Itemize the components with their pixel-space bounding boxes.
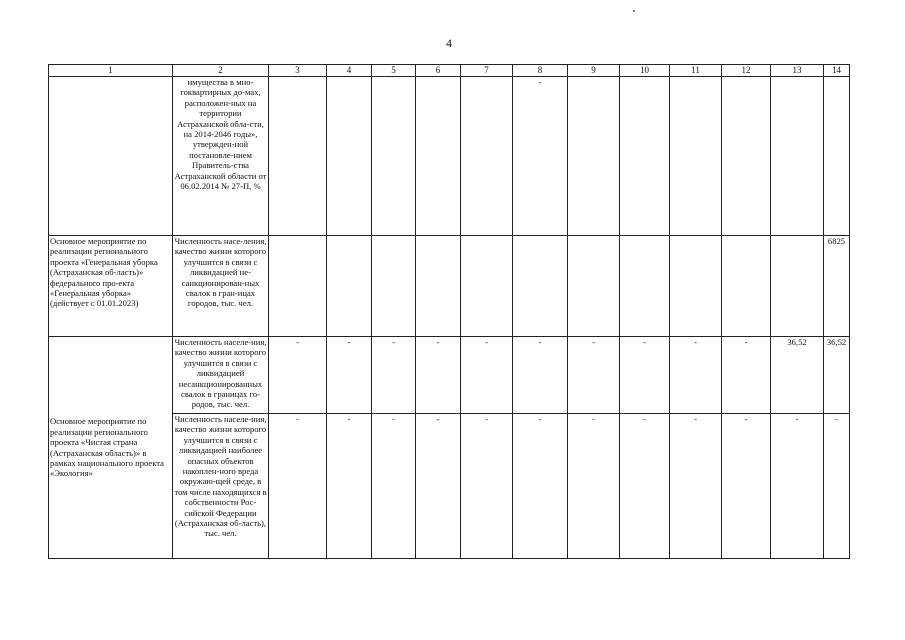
value-cell: 36,52 bbox=[824, 337, 850, 414]
value-cell bbox=[372, 77, 416, 236]
value-cell bbox=[513, 236, 568, 337]
value-cell bbox=[416, 236, 461, 337]
col-header: 10 bbox=[620, 65, 670, 77]
col-header: 7 bbox=[461, 65, 513, 77]
value-cell: - bbox=[461, 414, 513, 559]
value-cell: - bbox=[670, 337, 722, 414]
col-header: 5 bbox=[372, 65, 416, 77]
indicator-cell: имущества в мно-гоквартирных до-мах, расположен-ных на территории Астраханской обла-сти, на 2014-2046 годы», утвержден-ной постановле-нием Правитель-ства Астраханской области от 06.02.2014 № 27-П, % bbox=[173, 77, 269, 236]
value-cell bbox=[269, 77, 327, 236]
value-cell: - bbox=[372, 337, 416, 414]
measure-cell: Основное мероприятие по реализации регионального проекта «Чистая страна (Астраханская область)» в рамках национального проекта «Экология» bbox=[49, 337, 173, 559]
measure-cell: Основное мероприятие по реализации регионального проекта «Генеральная уборка (Астраханская об-ласть)» федерального про-екта «Генеральная уборка» (действует с 01.01.2023) bbox=[49, 236, 173, 337]
indicator-cell: Численность населе-ния, качество жизни которого улучшится в связи с ликвидацией несанкционированных свалок в границах го-родов, тыс. чел. bbox=[173, 337, 269, 414]
indicator-cell: Численность насе-ления, качество жизни которого улучшится в связи с ликвидацией не-санкционирован-ных свалок в гран-ицах городов, тыс. чел. bbox=[173, 236, 269, 337]
value-cell bbox=[722, 77, 771, 236]
value-cell: - bbox=[269, 337, 327, 414]
value-cell bbox=[670, 236, 722, 337]
value-cell: 36,52 bbox=[771, 337, 824, 414]
value-cell: - bbox=[327, 337, 372, 414]
measures-table bbox=[48, 64, 850, 559]
value-cell: - bbox=[461, 337, 513, 414]
value-cell: - bbox=[372, 414, 416, 559]
col-header: 6 bbox=[416, 65, 461, 77]
value-cell: - bbox=[824, 414, 850, 559]
value-cell: - bbox=[670, 414, 722, 559]
value-cell bbox=[771, 77, 824, 236]
value-cell bbox=[722, 236, 771, 337]
value-cell bbox=[568, 236, 620, 337]
scan-speck bbox=[633, 10, 635, 12]
value-cell: - bbox=[416, 414, 461, 559]
col-header: 3 bbox=[269, 65, 327, 77]
page-number: 4 bbox=[446, 36, 452, 50]
value-cell: - bbox=[620, 337, 670, 414]
value-cell bbox=[416, 77, 461, 236]
value-cell: - bbox=[568, 337, 620, 414]
col-header: 2 bbox=[173, 65, 269, 77]
col-header: 8 bbox=[513, 65, 568, 77]
value-cell bbox=[670, 77, 722, 236]
value-cell: - bbox=[513, 414, 568, 559]
value-cell: - bbox=[722, 414, 771, 559]
value-cell bbox=[372, 236, 416, 337]
value-cell: - bbox=[620, 414, 670, 559]
indicator-cell: Численность населе-ния, качество жизни которого улучшится в связи с ликвидацией наиболее опасных объектов накоплен-ного вреда окружаю-щей среде, в том числе находящихся в собственности Рос-сийской Федерации (Астраханская об-ласть), тыс. чел. bbox=[173, 414, 269, 559]
value-cell: - bbox=[513, 77, 568, 236]
value-cell: - bbox=[269, 414, 327, 559]
value-cell bbox=[620, 77, 670, 236]
col-header: 14 bbox=[824, 65, 850, 77]
col-header: 9 bbox=[568, 65, 620, 77]
value-cell bbox=[568, 77, 620, 236]
value-cell bbox=[461, 77, 513, 236]
col-header: 4 bbox=[327, 65, 372, 77]
value-cell: - bbox=[722, 337, 771, 414]
value-cell: - bbox=[771, 414, 824, 559]
value-cell bbox=[327, 77, 372, 236]
table-row bbox=[49, 77, 850, 236]
col-header: 12 bbox=[722, 65, 771, 77]
value-cell bbox=[771, 236, 824, 337]
table-row bbox=[49, 337, 850, 414]
col-header: 11 bbox=[670, 65, 722, 77]
value-cell bbox=[620, 236, 670, 337]
value-cell: - bbox=[513, 337, 568, 414]
table-row bbox=[49, 236, 850, 337]
header-row bbox=[49, 65, 850, 77]
col-header: 13 bbox=[771, 65, 824, 77]
col-header: 1 bbox=[49, 65, 173, 77]
value-cell: - bbox=[416, 337, 461, 414]
value-cell: 6825 bbox=[824, 236, 850, 337]
value-cell bbox=[269, 236, 327, 337]
measure-cell bbox=[49, 77, 173, 236]
value-cell bbox=[327, 236, 372, 337]
value-cell: - bbox=[327, 414, 372, 559]
value-cell bbox=[461, 236, 513, 337]
value-cell: - bbox=[568, 414, 620, 559]
value-cell bbox=[824, 77, 850, 236]
